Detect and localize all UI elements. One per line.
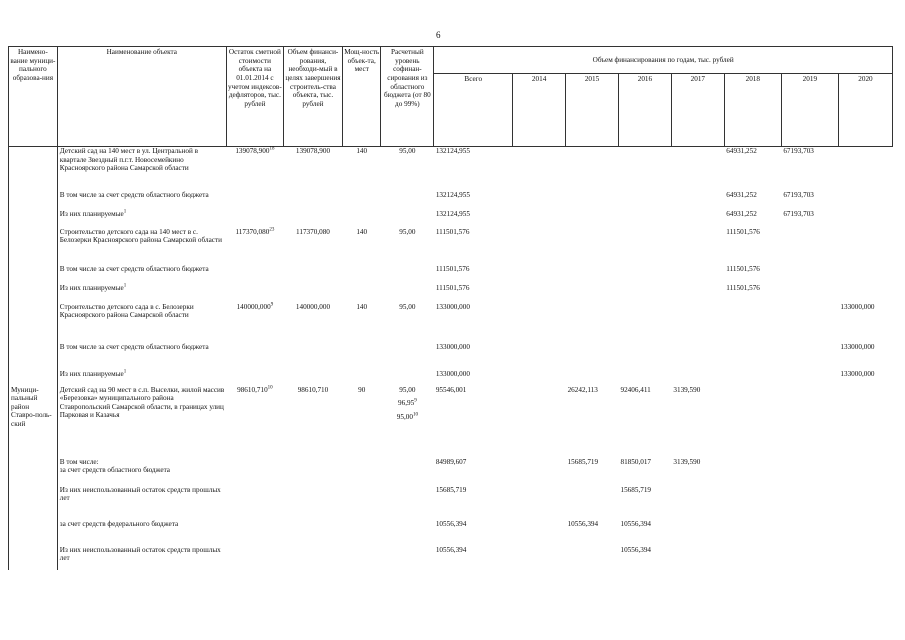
- cell-text: 96,95: [398, 399, 415, 408]
- footnote-mark: 1: [123, 369, 127, 375]
- footnote-mark: 10: [267, 385, 273, 391]
- object-cell: [57, 520, 226, 546]
- municipality-cell: [9, 303, 58, 343]
- capacity-cell: [343, 284, 381, 303]
- year-value-cell: [618, 343, 671, 370]
- year-value-cell: 95546,001: [435, 385, 467, 394]
- year-value-cell: 67193,703: [783, 209, 814, 218]
- year-value-cell: [671, 343, 724, 370]
- year-value-cell: 132124,955: [435, 147, 470, 155]
- remaining-cost-cell: [226, 546, 283, 570]
- cell-text: Из них неиспользованный остаток средств прошлых лет: [59, 545, 221, 563]
- year-value-cell: [838, 386, 892, 458]
- level-value: [383, 147, 432, 156]
- capacity-cell: [343, 370, 381, 386]
- year-value-cell: [724, 520, 781, 546]
- remaining-cost-cell: [226, 370, 283, 386]
- year-value-cell: [513, 284, 566, 303]
- year-value-cell: [618, 191, 671, 210]
- cell-text: Детский сад на 140 мест в ул. Центральной в квартале Звездный п.г.т. Новосемейкино Красноярского района Самарской области: [59, 147, 199, 173]
- cell-text: Строительство детского сада на 140 мест в с. Белозерки Красноярского района Самарской области: [59, 227, 222, 245]
- cell-text: 95,00: [399, 147, 416, 155]
- year-value-cell: 10556,394: [620, 519, 652, 528]
- object-cell: [57, 386, 226, 458]
- table-row: [9, 546, 893, 570]
- funding-volume-cell: [283, 228, 342, 265]
- year-value-cell: [724, 343, 781, 370]
- footnote-mark: 1: [123, 209, 127, 215]
- year-value-cell: [618, 265, 671, 284]
- year-value-cell: [566, 546, 619, 570]
- municipality-cell: [9, 147, 58, 191]
- year-value-cell: 133000,000: [435, 342, 470, 351]
- municipality-cell: [9, 265, 58, 284]
- cell-text: Из них планируемые: [59, 283, 124, 292]
- year-value-cell: [671, 284, 724, 303]
- remaining-cost-cell: [226, 486, 283, 520]
- municipality-cell: [9, 486, 58, 520]
- year-value-cell: 133000,000: [840, 342, 875, 351]
- cell-text: 95,00: [399, 227, 416, 236]
- cell-text: 98610,710: [297, 385, 329, 394]
- cell-text: 140: [356, 147, 368, 155]
- year-value-cell: [781, 228, 838, 265]
- header-year-2: 2015: [566, 74, 619, 147]
- year-value-cell: [513, 486, 566, 520]
- year-value-cell: [513, 386, 566, 458]
- capacity-cell: [343, 210, 381, 228]
- capacity-cell: [343, 386, 381, 458]
- cell-text: В том числе за счет средств областного бюджета: [59, 264, 209, 273]
- cell-text: 117370,080: [235, 227, 270, 236]
- year-value-cell: 10556,394: [620, 545, 652, 554]
- year-value-cell: [838, 284, 892, 303]
- header-funding-volume: Объем финанси-рования, необходи-мый в целях завершения строитель-ства объекта, тыс. рублей: [283, 47, 342, 147]
- year-value-cell: [838, 191, 892, 210]
- year-value-cell: 111501,576: [435, 283, 470, 292]
- capacity-cell: [343, 486, 381, 520]
- cell-text: 90: [358, 385, 366, 394]
- level-value: [383, 399, 432, 408]
- year-value-cell: 132124,955: [435, 209, 470, 218]
- funding-volume-cell: [283, 343, 342, 370]
- funding-volume-cell: [283, 210, 342, 228]
- remaining-cost-cell: [226, 191, 283, 210]
- capacity-cell: [343, 191, 381, 210]
- municipality-cell: [9, 458, 58, 486]
- year-value-cell: 92406,411: [620, 385, 651, 394]
- year-value-cell: [838, 520, 892, 546]
- cell-text: 95,00: [399, 302, 416, 311]
- table-row: [9, 386, 893, 458]
- table-row: [9, 265, 893, 284]
- capacity-cell: [343, 520, 381, 546]
- footnote-mark: 10: [412, 412, 418, 418]
- cell-text: Строительство детского сада в с. Белозерки Красноярского района Самарской области: [59, 302, 194, 320]
- remaining-cost-cell: [226, 210, 283, 228]
- footnote-mark: 18: [269, 146, 275, 152]
- cell-text: 117370,080: [296, 227, 330, 236]
- year-value-cell: [671, 486, 724, 520]
- year-value-cell: [566, 486, 619, 520]
- year-value-cell: 133000,000: [840, 369, 875, 378]
- cofinancing-level-cell: [381, 546, 434, 570]
- year-value-cell: [724, 303, 781, 343]
- funding-volume-cell: [283, 284, 342, 303]
- level-value: [383, 386, 432, 395]
- header-capacity: Мощ-ность объек-та, мест: [343, 47, 381, 147]
- header-year-4: 2017: [671, 74, 724, 147]
- capacity-cell: [343, 147, 381, 191]
- cofinancing-level-cell: [381, 265, 434, 284]
- year-value-cell: 111501,576: [726, 283, 760, 292]
- object-cell: [57, 458, 226, 486]
- cofinancing-level-cell: [381, 228, 434, 265]
- year-value-cell: 133000,000: [840, 302, 875, 311]
- cell-text: 139078,900: [295, 147, 331, 155]
- capacity-cell: [343, 458, 381, 486]
- table-row: [9, 147, 893, 191]
- header-municipality: Наимено-вание муници-пального образова-ния: [9, 47, 58, 147]
- cell-text: 95,00: [399, 385, 416, 394]
- table-row: [9, 458, 893, 486]
- funding-volume-cell: [283, 147, 342, 191]
- table-row: [9, 370, 893, 386]
- cofinancing-level-cell: [381, 210, 434, 228]
- year-value-cell: 15685,719: [435, 485, 467, 494]
- header-year-6: 2019: [781, 74, 838, 147]
- funding-volume-cell: [283, 546, 342, 570]
- remaining-cost-cell: [226, 265, 283, 284]
- cell-text: 140: [356, 302, 368, 311]
- footnote-mark: 23: [269, 227, 275, 233]
- year-value-cell: [618, 210, 671, 228]
- year-value-cell: 64931,252: [726, 147, 757, 155]
- year-value-cell: [513, 191, 566, 210]
- remaining-cost-cell: [226, 386, 283, 458]
- footnote-mark: 9: [270, 302, 274, 308]
- cofinancing-level-cell: [381, 147, 434, 191]
- header-remaining-cost: Остаток сметной стоимости объекта на 01.01.2014 с учетом индексов-дефляторов, тыс. рублей: [226, 47, 283, 147]
- funding-table: [8, 46, 893, 570]
- year-value-cell: [724, 370, 781, 386]
- year-value-cell: 133000,000: [435, 302, 470, 311]
- cofinancing-level-cell: [381, 386, 434, 458]
- cofinancing-level-cell: [381, 370, 434, 386]
- municipality-cell: [9, 343, 58, 370]
- cell-text: 140: [356, 227, 368, 236]
- cofinancing-level-cell: [381, 191, 434, 210]
- year-value-cell: [781, 546, 838, 570]
- year-value-cell: [513, 265, 566, 284]
- year-value-cell: 3139,590: [673, 457, 701, 466]
- cell-text: В том числе:: [59, 457, 99, 466]
- year-value-cell: [781, 370, 838, 386]
- cofinancing-level-cell: [381, 458, 434, 486]
- year-value-cell: [566, 191, 619, 210]
- funding-volume-cell: [283, 303, 342, 343]
- table-row: [9, 343, 893, 370]
- year-value-cell: 10556,394: [435, 545, 467, 554]
- year-value-cell: [566, 370, 619, 386]
- capacity-cell: [343, 265, 381, 284]
- table-row: [9, 303, 893, 343]
- cell-text: 95,00: [396, 412, 413, 421]
- year-value-cell: [566, 343, 619, 370]
- table-row: [9, 228, 893, 265]
- year-value-cell: [513, 210, 566, 228]
- funding-volume-cell: [283, 386, 342, 458]
- year-value-cell: [781, 284, 838, 303]
- year-value-cell: [618, 284, 671, 303]
- remaining-cost-cell: [226, 520, 283, 546]
- level-value: [383, 228, 432, 237]
- header-by-year-title: Объем финансирования по годам, тыс. рублей: [434, 47, 893, 74]
- cofinancing-level-cell: [381, 284, 434, 303]
- cofinancing-level-cell: [381, 343, 434, 370]
- page-number: 6: [436, 30, 441, 40]
- year-value-cell: [513, 546, 566, 570]
- year-value-cell: [724, 546, 781, 570]
- municipality-cell: [9, 191, 58, 210]
- table-row: [9, 284, 893, 303]
- year-value-cell: [781, 343, 838, 370]
- cell-text: 98610,710: [237, 385, 268, 394]
- object-cell: [57, 191, 226, 210]
- year-value-cell: [513, 343, 566, 370]
- year-value-cell: [566, 284, 619, 303]
- cell-text: В том числе за счет средств областного бюджета: [59, 190, 209, 199]
- year-value-cell: [566, 228, 619, 265]
- cofinancing-level-cell: [381, 303, 434, 343]
- year-value-cell: 67193,703: [783, 147, 814, 155]
- year-value-cell: [566, 147, 619, 191]
- year-value-cell: [513, 370, 566, 386]
- cofinancing-level-cell: [381, 486, 434, 520]
- capacity-cell: [343, 546, 381, 570]
- year-value-cell: [724, 458, 781, 486]
- level-value: [383, 413, 432, 422]
- year-value-cell: [671, 303, 724, 343]
- object-cell: [57, 228, 226, 265]
- year-value-cell: [618, 370, 671, 386]
- funding-volume-cell: [283, 486, 342, 520]
- year-value-cell: [513, 228, 566, 265]
- object-cell: [57, 284, 226, 303]
- level-value: [383, 303, 432, 312]
- year-value-cell: [781, 303, 838, 343]
- cell-text: Из них планируемые: [59, 209, 124, 218]
- header-year-3: 2016: [618, 74, 671, 147]
- capacity-cell: [343, 303, 381, 343]
- year-value-cell: [838, 265, 892, 284]
- year-value-cell: [671, 265, 724, 284]
- header-year-1: 2014: [513, 74, 566, 147]
- year-value-cell: [671, 147, 724, 191]
- table-row: [9, 486, 893, 520]
- year-value-cell: 26242,113: [567, 385, 598, 394]
- year-value-cell: 132124,955: [435, 190, 470, 199]
- year-value-cell: 15685,719: [620, 485, 652, 494]
- funding-volume-cell: [283, 191, 342, 210]
- year-value-cell: [838, 486, 892, 520]
- year-value-cell: [566, 210, 619, 228]
- year-value-cell: [781, 386, 838, 458]
- remaining-cost-cell: [226, 343, 283, 370]
- object-cell: [57, 343, 226, 370]
- year-value-cell: 111501,576: [726, 227, 760, 236]
- municipality-cell: [9, 386, 58, 458]
- remaining-cost-cell: [226, 228, 283, 265]
- municipality-cell: [9, 284, 58, 303]
- year-value-cell: [724, 486, 781, 520]
- cell-text: Детский сад на 90 мест в с.п. Выселки, жилой массив «Березовка» муниципального района Ставропольский Самарской области, в границах улиц Парковая и Казачья: [59, 385, 225, 420]
- object-cell: [57, 147, 226, 191]
- object-cell: [57, 265, 226, 284]
- year-value-cell: [671, 228, 724, 265]
- year-value-cell: 64931,252: [726, 190, 757, 199]
- year-value-cell: [513, 520, 566, 546]
- year-value-cell: 111501,576: [435, 227, 470, 236]
- year-value-cell: [513, 458, 566, 486]
- year-value-cell: [671, 210, 724, 228]
- municipality-cell: [9, 520, 58, 546]
- cell-text: 140000,000: [295, 302, 331, 311]
- object-cell: [57, 486, 226, 520]
- year-value-cell: 67193,703: [783, 190, 814, 199]
- year-value-cell: [838, 147, 892, 191]
- cell-text: В том числе за счет средств областного бюджета: [59, 342, 209, 351]
- object-cell: [57, 546, 226, 570]
- year-value-cell: 10556,394: [567, 519, 599, 528]
- year-value-cell: [618, 147, 671, 191]
- year-value-cell: [671, 370, 724, 386]
- year-value-cell: 81850,017: [620, 457, 652, 466]
- year-value-cell: [566, 265, 619, 284]
- year-value-cell: [513, 303, 566, 343]
- header-year-7: 2020: [838, 74, 892, 147]
- cofinancing-level-cell: [381, 520, 434, 546]
- header-cofinancing-level: Расчетный уровень софинан-сирования из областного бюджета (от 80 до 99%): [381, 47, 434, 147]
- year-value-cell: 111501,576: [726, 264, 760, 273]
- municipality-cell: [9, 210, 58, 228]
- cell-text: за счет средств федерального бюджета: [59, 519, 179, 528]
- header-year-5: 2018: [724, 74, 781, 147]
- remaining-cost-cell: [226, 303, 283, 343]
- object-cell: [57, 370, 226, 386]
- funding-volume-cell: [283, 520, 342, 546]
- year-value-cell: [781, 520, 838, 546]
- year-value-cell: [513, 147, 566, 191]
- remaining-cost-cell: [226, 147, 283, 191]
- funding-volume-cell: [283, 265, 342, 284]
- year-value-cell: [618, 303, 671, 343]
- municipality-cell: [9, 546, 58, 570]
- funding-volume-cell: [283, 370, 342, 386]
- year-value-cell: [838, 458, 892, 486]
- year-value-cell: [566, 303, 619, 343]
- cell-text: за счет средств областного бюджета: [59, 466, 170, 475]
- table-row: [9, 191, 893, 210]
- footnote-mark: 9: [414, 398, 417, 404]
- remaining-cost-cell: [226, 284, 283, 303]
- year-value-cell: [838, 210, 892, 228]
- year-value-cell: [781, 265, 838, 284]
- header-year-0: Всего: [434, 74, 513, 147]
- table-row: [9, 520, 893, 546]
- year-value-cell: [838, 546, 892, 570]
- year-value-cell: 64931,252: [726, 209, 757, 218]
- year-value-cell: [838, 228, 892, 265]
- year-value-cell: [724, 386, 781, 458]
- object-cell: [57, 303, 226, 343]
- year-value-cell: [618, 228, 671, 265]
- year-value-cell: [671, 520, 724, 546]
- year-value-cell: 111501,576: [435, 264, 470, 273]
- cell-text: Из них неиспользованный остаток средств прошлых лет: [59, 485, 221, 503]
- year-value-cell: [781, 458, 838, 486]
- year-value-cell: 3139,590: [673, 385, 701, 394]
- cell-text: 139078,900: [235, 147, 270, 155]
- object-cell: [57, 210, 226, 228]
- cell-text: Из них планируемые: [59, 369, 124, 378]
- year-value-cell: 84989,607: [435, 457, 467, 466]
- year-value-cell: 10556,394: [435, 519, 467, 528]
- cell-text: Муници-пальный район Ставро-поль-ский: [11, 385, 52, 429]
- municipality-cell: [9, 370, 58, 386]
- table-row: [9, 210, 893, 228]
- cell-text: 140000,000: [236, 302, 271, 311]
- year-value-cell: [671, 191, 724, 210]
- funding-volume-cell: [283, 458, 342, 486]
- year-value-cell: 15685,719: [567, 457, 599, 466]
- remaining-cost-cell: [226, 458, 283, 486]
- capacity-cell: [343, 343, 381, 370]
- capacity-cell: [343, 228, 381, 265]
- year-value-cell: 133000,000: [435, 369, 470, 378]
- year-value-cell: [781, 486, 838, 520]
- footnote-mark: 1: [123, 283, 127, 289]
- year-value-cell: [671, 546, 724, 570]
- municipality-cell: [9, 228, 58, 265]
- header-object: Наименование объекта: [57, 47, 226, 147]
